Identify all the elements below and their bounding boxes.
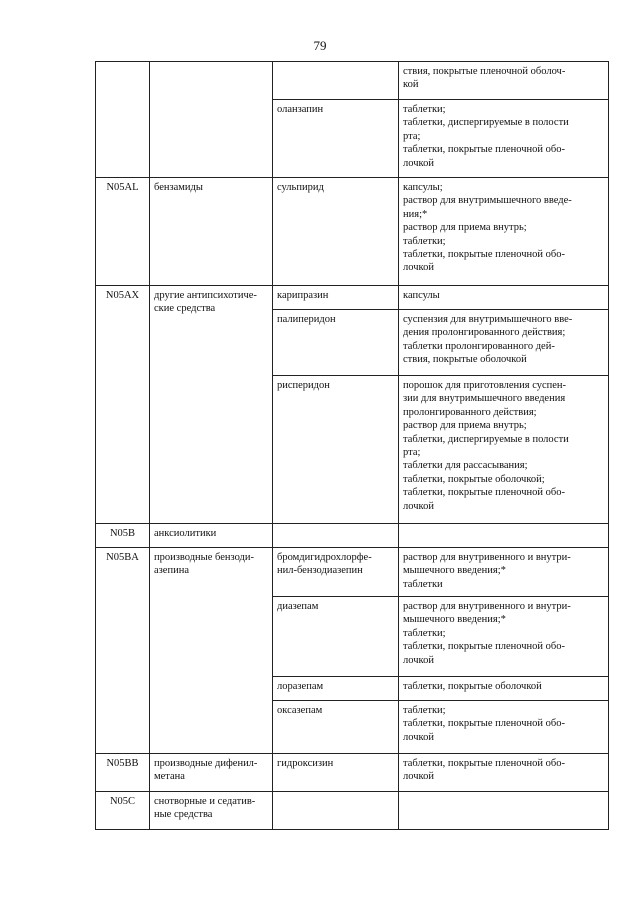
atc-code-cell bbox=[96, 62, 150, 178]
atc-code-cell: N05AL bbox=[96, 178, 150, 286]
table-row bbox=[96, 62, 609, 100]
dosage-form-cell: порошок для приготовления суспен- зии для внутримышечного введения пролонгированного действия; раствор для приема внутрь; таблетки, диспергируемые в полости рта; таблетки для рассасывания; таблетки, покрытые оболочкой; таблетки, покрытые пленочной обо- лочкой bbox=[399, 376, 609, 524]
drug-cell: бромдигидрохлорфе- нил-бензодиазепин bbox=[273, 548, 399, 597]
dosage-form-cell: таблетки, покрытые пленочной обо- лочкой bbox=[399, 754, 609, 792]
dosage-form-cell: таблетки; таблетки, диспергируемые в полости рта; таблетки, покрытые пленочной обо- лочкой bbox=[399, 100, 609, 178]
atc-code-cell: N05C bbox=[96, 792, 150, 830]
table-row bbox=[96, 754, 609, 792]
group-cell: снотворные и седатив- ные средства bbox=[150, 792, 273, 830]
dosage-form-cell bbox=[399, 792, 609, 830]
drug-cell bbox=[273, 792, 399, 830]
table-row bbox=[96, 792, 609, 830]
drug-cell: гидроксизин bbox=[273, 754, 399, 792]
dosage-form-cell: таблетки, покрытые оболочкой bbox=[399, 677, 609, 701]
table-row bbox=[96, 286, 609, 310]
drug-cell: оланзапин bbox=[273, 100, 399, 178]
drug-cell bbox=[273, 62, 399, 100]
drug-cell: рисперидон bbox=[273, 376, 399, 524]
dosage-form-cell: таблетки; таблетки, покрытые пленочной обо- лочкой bbox=[399, 701, 609, 754]
drug-cell: сульпирид bbox=[273, 178, 399, 286]
group-cell: другие антипсихотиче- ские средства bbox=[150, 286, 273, 524]
atc-code-cell: N05BB bbox=[96, 754, 150, 792]
group-cell: производные дифенил- метана bbox=[150, 754, 273, 792]
group-cell: бензамиды bbox=[150, 178, 273, 286]
drug-cell: оксазепам bbox=[273, 701, 399, 754]
dosage-form-cell: раствор для внутривенного и внутри- мышечного введения;* таблетки; таблетки, покрытые пленочной обо- лочкой bbox=[399, 597, 609, 677]
dosage-form-cell bbox=[399, 524, 609, 548]
drug-table bbox=[95, 61, 609, 830]
atc-code-cell: N05AX bbox=[96, 286, 150, 524]
group-cell bbox=[150, 62, 273, 178]
table-row bbox=[96, 524, 609, 548]
dosage-form-cell: раствор для внутривенного и внутри- мышечного введения;* таблетки bbox=[399, 548, 609, 597]
dosage-form-cell: капсулы bbox=[399, 286, 609, 310]
table-row bbox=[96, 178, 609, 286]
group-cell: анксиолитики bbox=[150, 524, 273, 548]
atc-code-cell: N05BA bbox=[96, 548, 150, 754]
dosage-form-cell: суспензия для внутримышечного вве- дения пролонгированного действия; таблетки пролонгированного дей- ствия, покрытые оболочкой bbox=[399, 310, 609, 376]
group-cell: производные бензоди- азепина bbox=[150, 548, 273, 754]
drug-cell: карипразин bbox=[273, 286, 399, 310]
atc-code-cell: N05B bbox=[96, 524, 150, 548]
dosage-form-cell: капсулы; раствор для внутримышечного введе- ния;* раствор для приема внутрь; таблетки; таблетки, покрытые пленочной обо- лочкой bbox=[399, 178, 609, 286]
drug-cell: лоразепам bbox=[273, 677, 399, 701]
dosage-form-cell: ствия, покрытые пленочной оболоч- кой bbox=[399, 62, 609, 100]
drug-cell: диазепам bbox=[273, 597, 399, 677]
page-number: 79 bbox=[313, 38, 327, 53]
table-row bbox=[96, 548, 609, 597]
drug-cell bbox=[273, 524, 399, 548]
drug-cell: палиперидон bbox=[273, 310, 399, 376]
